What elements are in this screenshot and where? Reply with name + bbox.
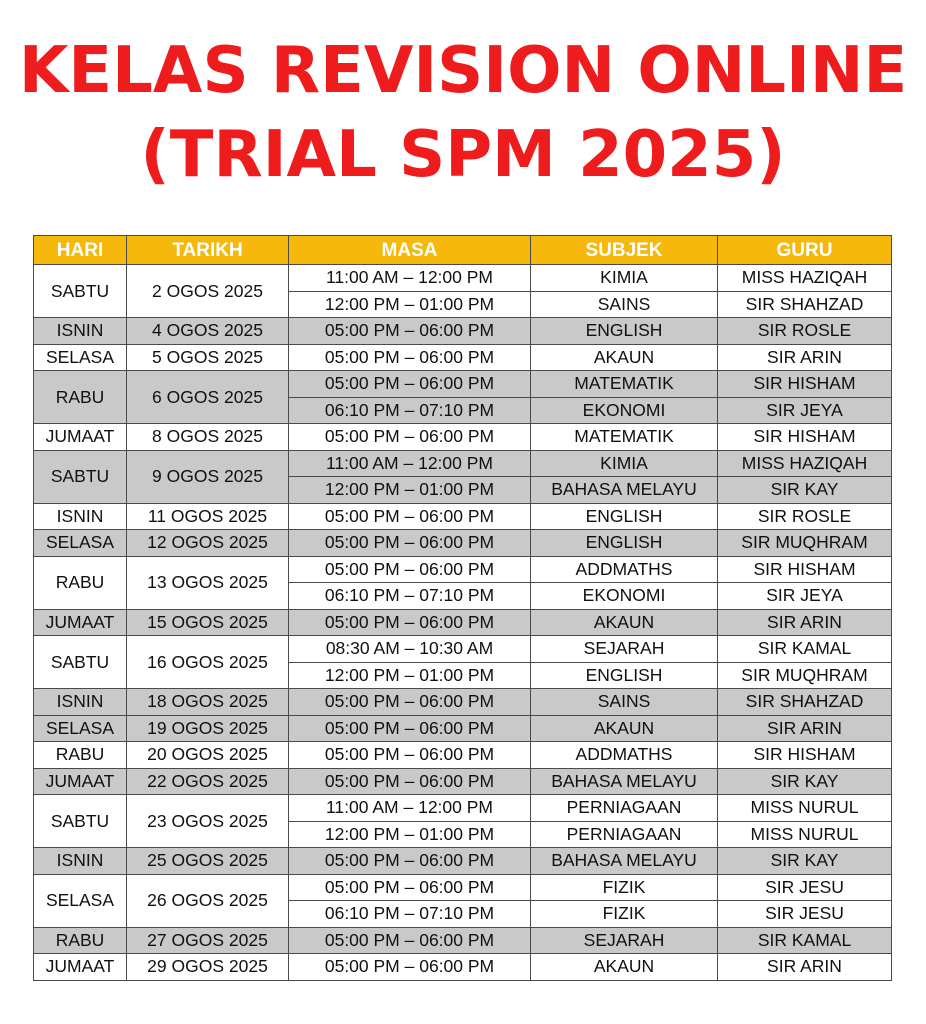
cell-hari: SELASA <box>34 530 127 557</box>
cell-guru: SIR MUQHRAM <box>718 662 892 689</box>
cell-guru: SIR MUQHRAM <box>718 530 892 557</box>
cell-subjek: PERNIAGAAN <box>531 821 718 848</box>
cell-hari: RABU <box>34 556 127 609</box>
cell-masa: 05:00 PM – 06:00 PM <box>289 318 531 345</box>
cell-hari: SELASA <box>34 344 127 371</box>
cell-masa: 11:00 AM – 12:00 PM <box>289 795 531 822</box>
table-row <box>34 424 892 451</box>
cell-masa: 05:00 PM – 06:00 PM <box>289 530 531 557</box>
cell-tarikh: 16 OGOS 2025 <box>127 636 289 689</box>
cell-hari: SELASA <box>34 715 127 742</box>
cell-subjek: ENGLISH <box>531 503 718 530</box>
table-header <box>34 236 892 265</box>
cell-guru: SIR ROSLE <box>718 318 892 345</box>
cell-tarikh: 2 OGOS 2025 <box>127 265 289 318</box>
cell-guru: SIR HISHAM <box>718 742 892 769</box>
cell-subjek: FIZIK <box>531 874 718 901</box>
cell-guru: SIR JESU <box>718 874 892 901</box>
cell-guru: SIR SHAHZAD <box>718 689 892 716</box>
table-row <box>34 768 892 795</box>
cell-hari: ISNIN <box>34 318 127 345</box>
cell-hari: SABTU <box>34 450 127 503</box>
cell-masa: 05:00 PM – 06:00 PM <box>289 742 531 769</box>
cell-subjek: MATEMATIK <box>531 424 718 451</box>
cell-masa: 05:00 PM – 06:00 PM <box>289 689 531 716</box>
cell-subjek: ENGLISH <box>531 530 718 557</box>
cell-tarikh: 5 OGOS 2025 <box>127 344 289 371</box>
cell-masa: 05:00 PM – 06:00 PM <box>289 503 531 530</box>
cell-subjek: ENGLISH <box>531 662 718 689</box>
cell-hari: RABU <box>34 927 127 954</box>
cell-guru: SIR HISHAM <box>718 424 892 451</box>
cell-tarikh: 25 OGOS 2025 <box>127 848 289 875</box>
cell-hari: RABU <box>34 371 127 424</box>
table-row <box>34 503 892 530</box>
header-guru: GURU <box>718 236 892 265</box>
page-title-line-1: KELAS REVISION ONLINE <box>18 34 908 108</box>
cell-subjek: EKONOMI <box>531 397 718 424</box>
cell-subjek: SEJARAH <box>531 927 718 954</box>
cell-guru: SIR KAY <box>718 848 892 875</box>
cell-guru: SIR KAMAL <box>718 636 892 663</box>
cell-hari: ISNIN <box>34 503 127 530</box>
cell-subjek: SAINS <box>531 291 718 318</box>
cell-tarikh: 8 OGOS 2025 <box>127 424 289 451</box>
cell-masa: 12:00 PM – 01:00 PM <box>289 291 531 318</box>
cell-hari: JUMAAT <box>34 768 127 795</box>
table-row <box>34 371 892 398</box>
schedule-table <box>33 235 892 981</box>
cell-guru: SIR HISHAM <box>718 556 892 583</box>
cell-subjek: EKONOMI <box>531 583 718 610</box>
table-row <box>34 530 892 557</box>
cell-subjek: PERNIAGAAN <box>531 795 718 822</box>
table-row <box>34 318 892 345</box>
cell-masa: 05:00 PM – 06:00 PM <box>289 344 531 371</box>
cell-tarikh: 29 OGOS 2025 <box>127 954 289 981</box>
cell-tarikh: 18 OGOS 2025 <box>127 689 289 716</box>
cell-hari: ISNIN <box>34 689 127 716</box>
header-masa: MASA <box>289 236 531 265</box>
cell-masa: 05:00 PM – 06:00 PM <box>289 424 531 451</box>
cell-subjek: BAHASA MELAYU <box>531 768 718 795</box>
cell-guru: SIR ARIN <box>718 344 892 371</box>
cell-masa: 05:00 PM – 06:00 PM <box>289 556 531 583</box>
cell-guru: MISS HAZIQAH <box>718 265 892 292</box>
table-row <box>34 848 892 875</box>
cell-masa: 11:00 AM – 12:00 PM <box>289 265 531 292</box>
cell-hari: SABTU <box>34 265 127 318</box>
table-row <box>34 954 892 981</box>
table-row <box>34 556 892 583</box>
page-title-line-2: (TRIAL SPM 2025) <box>140 118 786 192</box>
cell-subjek: SAINS <box>531 689 718 716</box>
cell-guru: SIR ROSLE <box>718 503 892 530</box>
cell-subjek: AKAUN <box>531 609 718 636</box>
cell-hari: RABU <box>34 742 127 769</box>
table-row <box>34 742 892 769</box>
cell-masa: 12:00 PM – 01:00 PM <box>289 662 531 689</box>
cell-subjek: ENGLISH <box>531 318 718 345</box>
cell-tarikh: 26 OGOS 2025 <box>127 874 289 927</box>
cell-masa: 06:10 PM – 07:10 PM <box>289 397 531 424</box>
table-row <box>34 715 892 742</box>
cell-subjek: BAHASA MELAYU <box>531 477 718 504</box>
header-row <box>34 236 892 265</box>
cell-guru: SIR HISHAM <box>718 371 892 398</box>
cell-subjek: ADDMATHS <box>531 556 718 583</box>
cell-guru: MISS NURUL <box>718 795 892 822</box>
cell-masa: 05:00 PM – 06:00 PM <box>289 927 531 954</box>
cell-masa: 05:00 PM – 06:00 PM <box>289 848 531 875</box>
cell-guru: SIR JEYA <box>718 397 892 424</box>
table-row <box>34 609 892 636</box>
cell-masa: 08:30 AM – 10:30 AM <box>289 636 531 663</box>
cell-subjek: AKAUN <box>531 715 718 742</box>
cell-subjek: MATEMATIK <box>531 371 718 398</box>
cell-guru: SIR KAY <box>718 477 892 504</box>
cell-hari: JUMAAT <box>34 609 127 636</box>
cell-guru: SIR KAMAL <box>718 927 892 954</box>
cell-guru: SIR ARIN <box>718 715 892 742</box>
cell-hari: SABTU <box>34 636 127 689</box>
cell-hari: JUMAAT <box>34 954 127 981</box>
cell-masa: 06:10 PM – 07:10 PM <box>289 901 531 928</box>
cell-guru: SIR SHAHZAD <box>718 291 892 318</box>
table-row <box>34 795 892 822</box>
table-row <box>34 927 892 954</box>
cell-subjek: AKAUN <box>531 954 718 981</box>
cell-masa: 05:00 PM – 06:00 PM <box>289 371 531 398</box>
cell-guru: SIR JESU <box>718 901 892 928</box>
table-row <box>34 636 892 663</box>
cell-subjek: FIZIK <box>531 901 718 928</box>
cell-tarikh: 9 OGOS 2025 <box>127 450 289 503</box>
cell-tarikh: 20 OGOS 2025 <box>127 742 289 769</box>
header-tarikh: TARIKH <box>127 236 289 265</box>
cell-tarikh: 6 OGOS 2025 <box>127 371 289 424</box>
cell-tarikh: 22 OGOS 2025 <box>127 768 289 795</box>
cell-tarikh: 11 OGOS 2025 <box>127 503 289 530</box>
cell-guru: SIR KAY <box>718 768 892 795</box>
cell-masa: 12:00 PM – 01:00 PM <box>289 477 531 504</box>
cell-subjek: SEJARAH <box>531 636 718 663</box>
cell-masa: 05:00 PM – 06:00 PM <box>289 609 531 636</box>
cell-subjek: KIMIA <box>531 265 718 292</box>
cell-hari: SABTU <box>34 795 127 848</box>
cell-guru: MISS HAZIQAH <box>718 450 892 477</box>
cell-masa: 05:00 PM – 06:00 PM <box>289 954 531 981</box>
cell-tarikh: 12 OGOS 2025 <box>127 530 289 557</box>
cell-hari: ISNIN <box>34 848 127 875</box>
table-row <box>34 689 892 716</box>
cell-tarikh: 27 OGOS 2025 <box>127 927 289 954</box>
cell-masa: 06:10 PM – 07:10 PM <box>289 583 531 610</box>
table-row <box>34 450 892 477</box>
cell-guru: SIR ARIN <box>718 954 892 981</box>
cell-guru: SIR JEYA <box>718 583 892 610</box>
cell-guru: MISS NURUL <box>718 821 892 848</box>
cell-tarikh: 13 OGOS 2025 <box>127 556 289 609</box>
cell-masa: 05:00 PM – 06:00 PM <box>289 768 531 795</box>
cell-hari: JUMAAT <box>34 424 127 451</box>
cell-guru: SIR ARIN <box>718 609 892 636</box>
header-hari: HARI <box>34 236 127 265</box>
cell-tarikh: 19 OGOS 2025 <box>127 715 289 742</box>
cell-masa: 12:00 PM – 01:00 PM <box>289 821 531 848</box>
table-row <box>34 344 892 371</box>
cell-tarikh: 4 OGOS 2025 <box>127 318 289 345</box>
cell-tarikh: 23 OGOS 2025 <box>127 795 289 848</box>
cell-hari: SELASA <box>34 874 127 927</box>
table-row <box>34 874 892 901</box>
header-subjek: SUBJEK <box>531 236 718 265</box>
cell-subjek: AKAUN <box>531 344 718 371</box>
cell-masa: 05:00 PM – 06:00 PM <box>289 715 531 742</box>
table-body <box>34 265 892 981</box>
table-row <box>34 265 892 292</box>
cell-masa: 11:00 AM – 12:00 PM <box>289 450 531 477</box>
cell-subjek: BAHASA MELAYU <box>531 848 718 875</box>
cell-subjek: ADDMATHS <box>531 742 718 769</box>
cell-subjek: KIMIA <box>531 450 718 477</box>
cell-masa: 05:00 PM – 06:00 PM <box>289 874 531 901</box>
cell-tarikh: 15 OGOS 2025 <box>127 609 289 636</box>
